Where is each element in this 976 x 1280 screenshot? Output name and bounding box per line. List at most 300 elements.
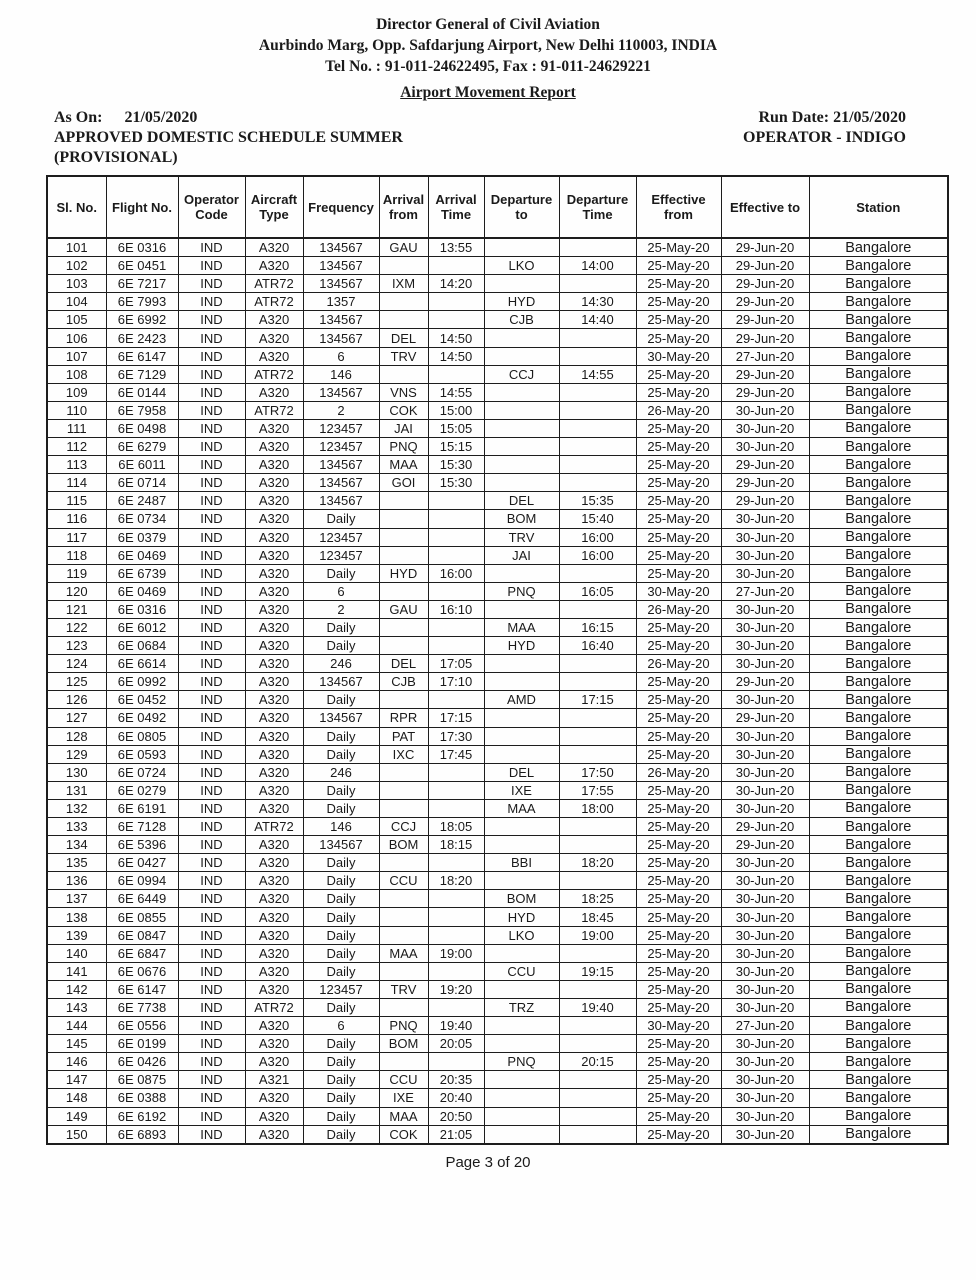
table-cell-sl-no: 135 [47,854,106,872]
table-cell-departure-to: CCU [484,962,559,980]
table-cell-station: Bangalore [809,980,948,998]
table-cell-flight-no: 6E 0492 [106,709,178,727]
table-cell-operator-code: IND [178,980,245,998]
table-cell-frequency: 134567 [303,456,379,474]
table-cell-effective-to: 30-Jun-20 [721,1089,809,1107]
table-cell-departure-to [484,1071,559,1089]
table-cell-frequency: 134567 [303,673,379,691]
table-cell-effective-to: 29-Jun-20 [721,492,809,510]
table-cell-departure-time [559,1017,636,1035]
table-cell-effective-to: 30-Jun-20 [721,655,809,673]
table-cell-effective-from: 25-May-20 [636,872,721,890]
table-cell-operator-code: IND [178,582,245,600]
table-cell-aircraft-type: A320 [245,781,303,799]
table-cell-arrival-from: HYD [379,564,428,582]
table-cell-effective-to: 30-Jun-20 [721,564,809,582]
table-cell-sl-no: 148 [47,1089,106,1107]
org-address: Aurbindo Marg, Opp. Safdarjung Airport, New Delhi 110003, INDIA [258,37,718,54]
table-cell-arrival-from: IXE [379,1089,428,1107]
table-cell-operator-code: IND [178,401,245,419]
table-cell-arrival-time: 17:10 [428,673,484,691]
table-cell-departure-time: 14:00 [559,257,636,275]
table-cell-arrival-time [428,926,484,944]
table-cell-arrival-from: PNQ [379,438,428,456]
table-cell-arrival-time [428,618,484,636]
table-cell-arrival-time: 20:35 [428,1071,484,1089]
table-cell-departure-time [559,836,636,854]
table-cell-departure-time [559,1089,636,1107]
table-cell-effective-to: 30-Jun-20 [721,546,809,564]
table-cell-frequency: 246 [303,763,379,781]
table-cell-sl-no: 145 [47,1035,106,1053]
table-cell-arrival-time [428,799,484,817]
table-cell-frequency: 246 [303,655,379,673]
table-cell-effective-to: 30-Jun-20 [721,401,809,419]
table-cell-station: Bangalore [809,926,948,944]
table-cell-arrival-from: RPR [379,709,428,727]
table-cell-sl-no: 146 [47,1053,106,1071]
table-cell-frequency: Daily [303,1035,379,1053]
table-cell-arrival-time: 15:30 [428,474,484,492]
table-cell-aircraft-type: A320 [245,492,303,510]
table-cell-effective-from: 25-May-20 [636,637,721,655]
table-cell-aircraft-type: A320 [245,1125,303,1144]
column-header-frequency: Frequency [303,176,379,238]
table-cell-flight-no: 6E 0469 [106,582,178,600]
table-row [47,347,948,365]
table-cell-flight-no: 6E 7128 [106,818,178,836]
table-cell-arrival-time: 14:20 [428,275,484,293]
table-cell-sl-no: 128 [47,727,106,745]
table-cell-operator-code: IND [178,438,245,456]
operator-line: OPERATOR - INDIGO [743,129,906,146]
table-cell-aircraft-type: A320 [245,564,303,582]
table-cell-departure-time [559,401,636,419]
table-cell-arrival-from: MAA [379,1107,428,1125]
table-cell-aircraft-type: A320 [245,1089,303,1107]
table-cell-sl-no: 123 [47,637,106,655]
table-cell-departure-to [484,980,559,998]
table-cell-arrival-time: 18:05 [428,818,484,836]
table-cell-arrival-time [428,492,484,510]
table-cell-arrival-time [428,637,484,655]
table-cell-sl-no: 140 [47,944,106,962]
table-cell-arrival-time: 19:40 [428,1017,484,1035]
table-cell-station: Bangalore [809,564,948,582]
table-cell-flight-no: 6E 0724 [106,763,178,781]
table-cell-flight-no: 6E 0875 [106,1071,178,1089]
table-cell-effective-to: 30-Jun-20 [721,926,809,944]
table-cell-sl-no: 103 [47,275,106,293]
table-cell-station: Bangalore [809,836,948,854]
table-cell-operator-code: IND [178,365,245,383]
table-cell-effective-to: 30-Jun-20 [721,419,809,437]
table-cell-effective-to: 29-Jun-20 [721,329,809,347]
table-cell-arrival-time [428,998,484,1016]
table-cell-operator-code: IND [178,1035,245,1053]
table-cell-effective-to: 27-Jun-20 [721,1017,809,1035]
table-cell-frequency: 123457 [303,528,379,546]
table-cell-aircraft-type: A320 [245,637,303,655]
table-cell-arrival-time [428,582,484,600]
table-cell-effective-from: 25-May-20 [636,673,721,691]
table-cell-departure-time: 18:20 [559,854,636,872]
table-cell-arrival-from [379,582,428,600]
table-cell-arrival-time [428,781,484,799]
table-cell-aircraft-type: A320 [245,383,303,401]
table-cell-effective-from: 25-May-20 [636,618,721,636]
table-cell-station: Bangalore [809,238,948,257]
table-cell-effective-from: 25-May-20 [636,419,721,437]
table-cell-flight-no: 6E 0714 [106,474,178,492]
table-row [47,781,948,799]
table-cell-arrival-from [379,365,428,383]
table-cell-frequency: 123457 [303,419,379,437]
as-on-label: As On: [54,109,103,126]
table-cell-operator-code: IND [178,1053,245,1071]
table-cell-arrival-from: VNS [379,383,428,401]
table-cell-aircraft-type: A320 [245,691,303,709]
table-cell-arrival-time [428,890,484,908]
table-cell-departure-to: BBI [484,854,559,872]
table-row [47,419,948,437]
table-row [47,238,948,257]
table-cell-flight-no: 6E 0498 [106,419,178,437]
table-cell-arrival-from [379,763,428,781]
table-cell-operator-code: IND [178,673,245,691]
table-cell-arrival-time: 14:50 [428,347,484,365]
table-cell-frequency: Daily [303,691,379,709]
table-cell-aircraft-type: A320 [245,1053,303,1071]
table-cell-flight-no: 6E 0316 [106,238,178,257]
table-cell-departure-time [559,419,636,437]
table-cell-arrival-time: 20:50 [428,1107,484,1125]
table-cell-operator-code: IND [178,799,245,817]
table-cell-effective-to: 29-Jun-20 [721,673,809,691]
table-cell-flight-no: 6E 0734 [106,510,178,528]
table-cell-departure-to [484,745,559,763]
table-cell-aircraft-type: A320 [245,890,303,908]
table-cell-flight-no: 6E 6992 [106,311,178,329]
table-cell-arrival-from: CCJ [379,818,428,836]
column-header-station: Station [809,176,948,238]
table-cell-arrival-time [428,510,484,528]
table-cell-flight-no: 6E 2487 [106,492,178,510]
table-cell-station: Bangalore [809,655,948,673]
table-cell-departure-to [484,600,559,618]
table-cell-effective-to: 30-Jun-20 [721,691,809,709]
table-row [47,329,948,347]
table-cell-station: Bangalore [809,293,948,311]
table-cell-sl-no: 142 [47,980,106,998]
flight-table [46,175,949,1145]
table-cell-sl-no: 120 [47,582,106,600]
table-cell-effective-to: 29-Jun-20 [721,293,809,311]
table-cell-departure-to [484,438,559,456]
table-cell-effective-to: 30-Jun-20 [721,1107,809,1125]
table-cell-flight-no: 6E 7217 [106,275,178,293]
table-cell-effective-to: 29-Jun-20 [721,257,809,275]
table-cell-station: Bangalore [809,908,948,926]
table-cell-station: Bangalore [809,401,948,419]
table-cell-departure-time [559,600,636,618]
table-cell-arrival-time: 17:05 [428,655,484,673]
table-cell-flight-no: 6E 0469 [106,546,178,564]
table-cell-departure-time [559,655,636,673]
table-cell-frequency: 2 [303,600,379,618]
table-cell-operator-code: IND [178,238,245,257]
table-cell-flight-no: 6E 0847 [106,926,178,944]
table-cell-flight-no: 6E 6279 [106,438,178,456]
table-cell-effective-from: 25-May-20 [636,456,721,474]
table-cell-departure-time: 17:55 [559,781,636,799]
table-cell-departure-to: BOM [484,510,559,528]
table-cell-arrival-time: 16:10 [428,600,484,618]
table-cell-effective-from: 26-May-20 [636,655,721,673]
table-cell-station: Bangalore [809,474,948,492]
table-cell-arrival-time [428,546,484,564]
table-cell-station: Bangalore [809,872,948,890]
table-cell-departure-time [559,727,636,745]
table-cell-frequency: 134567 [303,474,379,492]
table-cell-departure-to [484,419,559,437]
table-cell-effective-to: 29-Jun-20 [721,383,809,401]
table-cell-station: Bangalore [809,347,948,365]
table-row [47,456,948,474]
table-cell-arrival-time: 19:20 [428,980,484,998]
table-cell-departure-time: 19:00 [559,926,636,944]
table-cell-effective-from: 25-May-20 [636,908,721,926]
table-cell-departure-to: CCJ [484,365,559,383]
table-row [47,890,948,908]
table-cell-arrival-time [428,854,484,872]
table-cell-effective-to: 30-Jun-20 [721,745,809,763]
table-cell-departure-to [484,872,559,890]
table-row [47,655,948,673]
table-row [47,1125,948,1144]
table-cell-arrival-from [379,691,428,709]
table-cell-aircraft-type: ATR72 [245,818,303,836]
table-cell-frequency: Daily [303,781,379,799]
table-cell-arrival-time: 13:55 [428,238,484,257]
table-cell-aircraft-type: A320 [245,311,303,329]
table-row [47,799,948,817]
table-cell-arrival-from [379,998,428,1016]
table-cell-effective-to: 30-Jun-20 [721,998,809,1016]
table-row [47,1089,948,1107]
table-cell-flight-no: 6E 6847 [106,944,178,962]
table-cell-station: Bangalore [809,510,948,528]
table-cell-departure-to: PNQ [484,582,559,600]
table-cell-effective-to: 29-Jun-20 [721,275,809,293]
table-row [47,474,948,492]
table-cell-effective-from: 25-May-20 [636,438,721,456]
table-cell-operator-code: IND [178,709,245,727]
table-cell-effective-from: 25-May-20 [636,492,721,510]
table-cell-effective-to: 30-Jun-20 [721,763,809,781]
table-cell-aircraft-type: A320 [245,926,303,944]
table-cell-effective-to: 30-Jun-20 [721,1053,809,1071]
table-cell-effective-from: 25-May-20 [636,998,721,1016]
table-cell-frequency: Daily [303,1053,379,1071]
table-cell-operator-code: IND [178,926,245,944]
table-cell-sl-no: 125 [47,673,106,691]
table-cell-departure-time [559,456,636,474]
table-cell-flight-no: 6E 0556 [106,1017,178,1035]
table-cell-effective-to: 30-Jun-20 [721,1071,809,1089]
table-cell-departure-time: 14:30 [559,293,636,311]
column-header-arrival-time: Arrival Time [428,176,484,238]
table-cell-aircraft-type: A320 [245,347,303,365]
table-cell-arrival-time [428,311,484,329]
table-cell-aircraft-type: ATR72 [245,293,303,311]
table-cell-frequency: 123457 [303,438,379,456]
table-row [47,709,948,727]
table-cell-effective-to: 30-Jun-20 [721,908,809,926]
table-cell-arrival-time: 17:30 [428,727,484,745]
table-cell-frequency: 134567 [303,836,379,854]
table-cell-departure-time [559,1035,636,1053]
table-cell-flight-no: 6E 0316 [106,600,178,618]
table-cell-frequency: Daily [303,745,379,763]
table-cell-effective-from: 25-May-20 [636,365,721,383]
table-cell-operator-code: IND [178,727,245,745]
table-cell-effective-to: 30-Jun-20 [721,854,809,872]
table-cell-departure-to [484,474,559,492]
table-cell-sl-no: 110 [47,401,106,419]
table-cell-aircraft-type: A320 [245,456,303,474]
table-cell-arrival-from [379,854,428,872]
table-cell-effective-from: 30-May-20 [636,1017,721,1035]
as-on-row [54,108,403,128]
table-cell-flight-no: 6E 6147 [106,347,178,365]
table-cell-departure-time: 18:45 [559,908,636,926]
table-cell-arrival-from [379,510,428,528]
table-row [47,275,948,293]
table-cell-departure-to: DEL [484,492,559,510]
table-cell-effective-from: 25-May-20 [636,311,721,329]
schedule-title-line2: (PROVISIONAL) [54,149,178,166]
table-cell-departure-time: 14:55 [559,365,636,383]
table-cell-frequency: 134567 [303,311,379,329]
table-cell-departure-to [484,709,559,727]
table-cell-flight-no: 6E 0676 [106,962,178,980]
table-cell-station: Bangalore [809,582,948,600]
table-cell-operator-code: IND [178,275,245,293]
table-row [47,365,948,383]
table-cell-sl-no: 127 [47,709,106,727]
table-cell-aircraft-type: A320 [245,1035,303,1053]
table-cell-frequency: 123457 [303,980,379,998]
table-cell-frequency: 134567 [303,383,379,401]
table-cell-operator-code: IND [178,818,245,836]
table-cell-flight-no: 6E 0855 [106,908,178,926]
table-cell-flight-no: 6E 6739 [106,564,178,582]
table-cell-aircraft-type: A320 [245,727,303,745]
table-cell-arrival-from: GAU [379,600,428,618]
table-cell-aircraft-type: A320 [245,980,303,998]
table-cell-effective-to: 30-Jun-20 [721,600,809,618]
table-cell-arrival-from [379,618,428,636]
table-cell-operator-code: IND [178,763,245,781]
table-cell-frequency: Daily [303,727,379,745]
table-row [47,1017,948,1035]
table-cell-station: Bangalore [809,1017,948,1035]
table-cell-arrival-from: JAI [379,419,428,437]
table-cell-operator-code: IND [178,329,245,347]
run-date-row [743,108,906,128]
table-cell-aircraft-type: A320 [245,745,303,763]
table-cell-departure-to [484,275,559,293]
table-cell-departure-time: 17:15 [559,691,636,709]
table-cell-sl-no: 114 [47,474,106,492]
table-cell-departure-time [559,438,636,456]
table-cell-departure-time: 19:40 [559,998,636,1016]
table-cell-flight-no: 6E 0279 [106,781,178,799]
table-row [47,438,948,456]
table-cell-operator-code: IND [178,257,245,275]
column-header-sl-no: Sl. No. [47,176,106,238]
table-cell-flight-no: 6E 0805 [106,727,178,745]
table-row [47,510,948,528]
table-cell-frequency: 146 [303,365,379,383]
table-cell-departure-to: HYD [484,293,559,311]
table-cell-effective-from: 30-May-20 [636,582,721,600]
table-cell-station: Bangalore [809,1071,948,1089]
table-cell-arrival-from: CCU [379,1071,428,1089]
table-cell-departure-time [559,980,636,998]
table-cell-station: Bangalore [809,854,948,872]
table-cell-departure-to: PNQ [484,1053,559,1071]
table-cell-arrival-from: PAT [379,727,428,745]
table-row [47,962,948,980]
table-cell-arrival-from: COK [379,1125,428,1144]
table-cell-departure-time: 17:50 [559,763,636,781]
table-cell-effective-from: 25-May-20 [636,275,721,293]
table-cell-frequency: Daily [303,1125,379,1144]
table-cell-station: Bangalore [809,275,948,293]
table-cell-effective-to: 30-Jun-20 [721,528,809,546]
table-cell-arrival-time [428,962,484,980]
table-cell-sl-no: 129 [47,745,106,763]
table-cell-departure-time: 16:40 [559,637,636,655]
table-cell-effective-to: 29-Jun-20 [721,474,809,492]
table-row [47,492,948,510]
table-cell-flight-no: 6E 7993 [106,293,178,311]
run-date-label: Run Date: [758,109,830,126]
table-cell-operator-code: IND [178,600,245,618]
table-cell-arrival-time: 15:05 [428,419,484,437]
table-cell-operator-code: IND [178,890,245,908]
table-cell-sl-no: 119 [47,564,106,582]
table-cell-flight-no: 6E 0379 [106,528,178,546]
table-cell-departure-to [484,1125,559,1144]
table-cell-flight-no: 6E 0199 [106,1035,178,1053]
table-cell-arrival-time [428,365,484,383]
table-cell-departure-to [484,655,559,673]
table-cell-arrival-from: DEL [379,329,428,347]
table-cell-aircraft-type: ATR72 [245,275,303,293]
table-row [47,872,948,890]
table-cell-effective-from: 30-May-20 [636,347,721,365]
table-cell-sl-no: 130 [47,763,106,781]
table-cell-flight-no: 6E 0388 [106,1089,178,1107]
table-row [47,637,948,655]
table-cell-flight-no: 6E 0593 [106,745,178,763]
table-cell-effective-to: 30-Jun-20 [721,727,809,745]
table-row [47,311,948,329]
table-cell-arrival-from: GOI [379,474,428,492]
